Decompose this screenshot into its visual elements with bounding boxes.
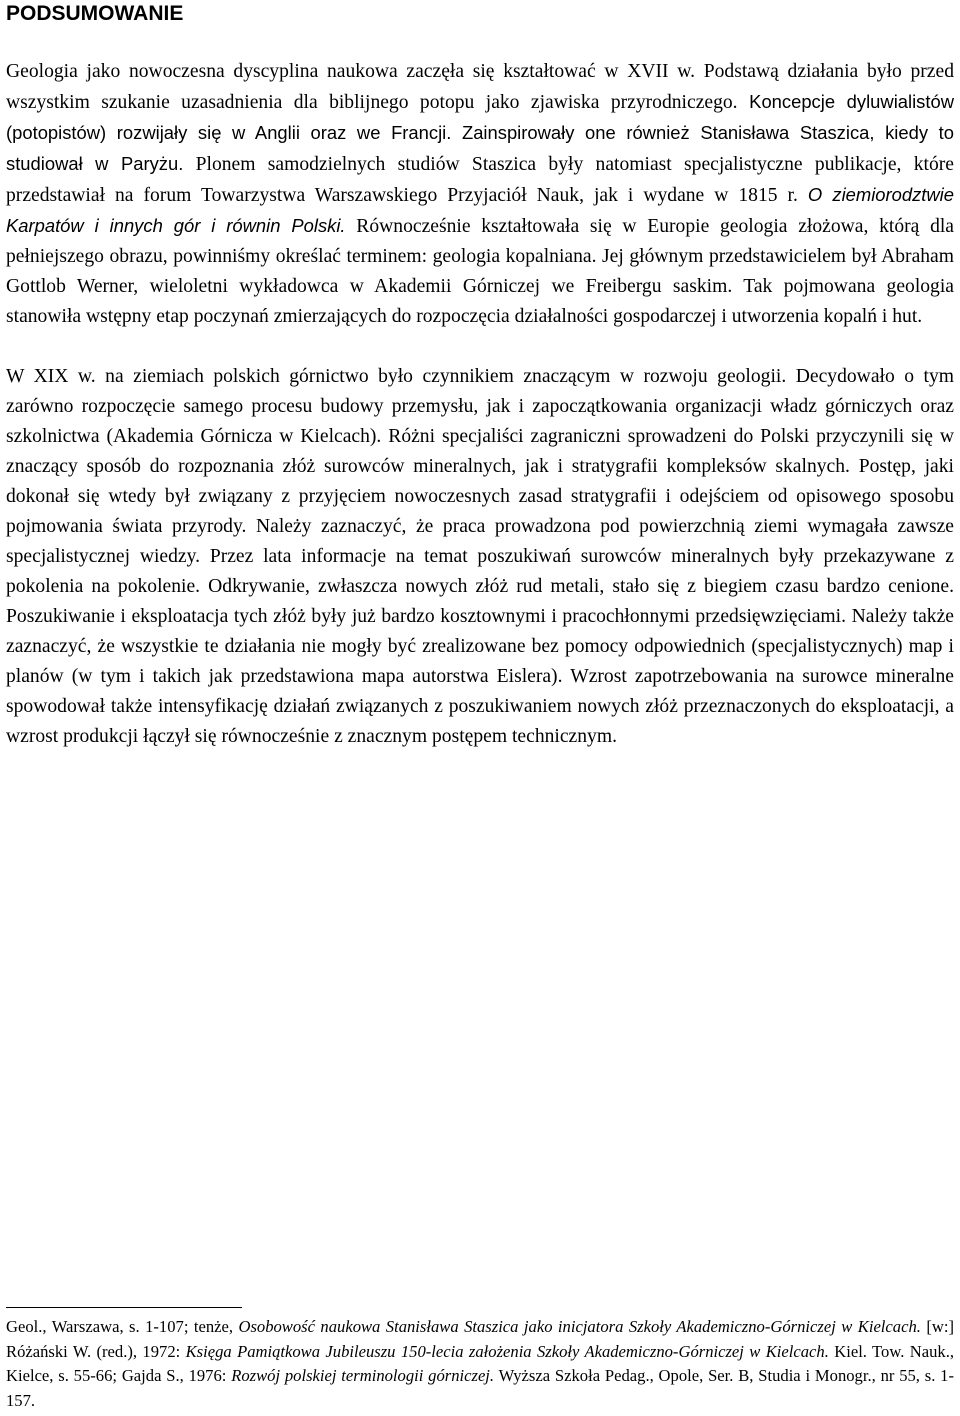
paragraph-2: W XIX w. na ziemiach polskich górnictwo było czynnikiem znaczącym w rozwoju geologii. Decydowało o tym zarówno rozpoczęcie samego procesu budowy przemysłu, jak i zapoczątkowania organizacji władz górniczych oraz szkolnictwa (Akademia Górnicza w Kielcach). Różni specjaliści zagraniczni sprowadzeni do Polski przyczynili się w znaczący sposób do rozpoznania złóż surowców mineralnych, jak i stratygrafii kompleksów skalnych. Postęp, jaki dokonał się wtedy był związany z przyjęciem nowoczesnych zasad stratygrafii i odejściem od opisowego sposobu pojmowania świata przyrody. Należy zaznaczyć, że praca prowadzona pod powierzchnią ziemi wymagała zawsze specjalistycznej wiedzy. Przez lata informacje na temat poszukiwań surowców mineralnych były przekazywane z pokolenia na pokolenie. Odkrywanie, zwłaszcza nowych złóż rud metali, stało się z biegiem czasu bardzo cenione. Poszukiwanie i eksploatacja tych złóż były już bardzo kosztownymi i pracochłonnymi przedsięwzięciami. Należy także zaznaczyć, że wszystkie te działania nie mogły być zrealizowane bez pomocy odpowiednich (specjalistycznych) map i planów (w tym i takich jak przedstawiona mapa autorstwa Eislera). Wzrost zapotrzebowania na surowce mineralne spowodował także intensyfikację działań związanych z poszukiwaniem nowych złóż przeznaczonych do eksploatacji, a wzrost produkcji łączył się równocześnie z znacznym postępem technicznym. (6, 366, 954, 747)
footnote-part-7: Wyższa Szkoła Pedag., Opole, Ser. B, Studia i Monogr., nr 55, s. 1-157. (6, 1366, 954, 1410)
footnote-title-3: Rozwój polskiej terminologii górniczej. (231, 1366, 495, 1386)
footnote-area (6, 1307, 954, 1413)
footnote-separator (6, 1307, 242, 1308)
footnote-title-1: Osobowość naukowa Stanisława Staszica jako inicjatora Szkoły Akademiczno-Górniczej w Kielcach. (238, 1317, 921, 1336)
p1-book-title: O ziemiorodztwie Karpatów i innych gór i równin Polski. (6, 184, 954, 236)
paragraph-1 (6, 57, 954, 332)
footnote-text (6, 1315, 954, 1413)
p1-sentence-1: Geologia jako nowoczesna dyscyplina naukowa zaczęła się kształtować w XVII w. Podstawą działania było przed wszystkim szukanie uzasadnienia dla biblijnego potopu jako zjawiska przyrodniczego. (6, 61, 954, 113)
document-page (6, 0, 954, 752)
section-heading: PODSUMOWANIE (6, 2, 184, 25)
footnote-part-5: Kiel. Tow. Nauk., Kielce, s. 55-66; Gajda S., 1976: (6, 1341, 954, 1386)
footnote-part-3: [w:] Różański W. (red.), 1972: (6, 1317, 954, 1361)
p1-sentence-5: Równocześnie kształtowała się w Europie geologia złożowa, którą dla pełniejszego obrazu, powinniśmy określać terminem: geologia kopalniana. Jej głównym przedstawicielem był Abraham Gottlob Werner, wieloletni wykładowca w Akademii Górniczej we Freibergu saskim. Tak pojmowana geologia stanowiła wstępny etap poczynań zmierzających do rozpoczęcia działalności gospodarczej i utworzenia kopalń i hut. (6, 216, 955, 327)
p1-sentence-2: Koncepcje dyluwialistów (potopistów) rozwijały się w Anglii oraz we Francji. Zainspirowały one również Stanisława Staszica, kiedy to studiował w Paryżu. (6, 91, 954, 174)
footnote-title-2: Księga Pamiątkowa Jubileuszu 150-lecia założenia Szkoły Akademiczno-Górniczej w Kielcach. (185, 1341, 829, 1361)
p1-sentence-3: Plonem samodzielnych studiów Staszica były natomiast specjalistyczne publikacje, które przedstawiał na forum Towarzystwa Warszawskiego Przyjaciół Nauk, jak i wydane w 1815 r. (6, 154, 954, 206)
footnote-part-1: Geol., Warszawa, s. 1-107; tenże, (6, 1317, 239, 1336)
